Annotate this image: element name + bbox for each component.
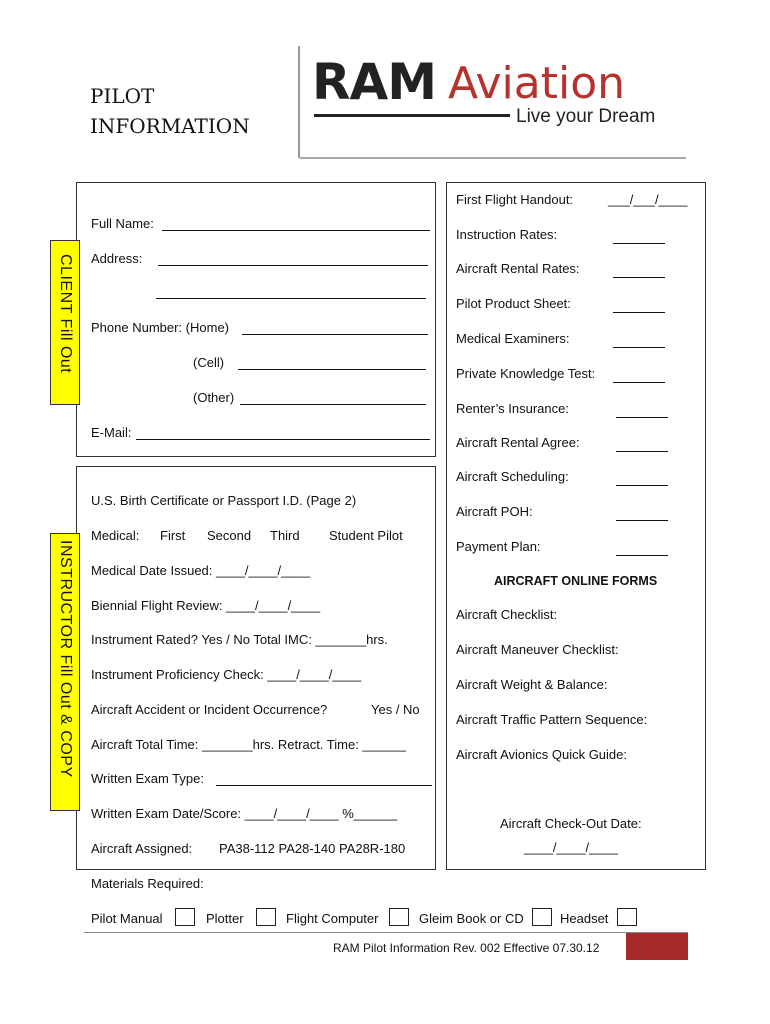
- address-field-2[interactable]: [156, 298, 426, 299]
- checklist-item-label: First Flight Handout:: [456, 192, 574, 207]
- checklist-item-field[interactable]: [616, 417, 668, 418]
- accident-label: Aircraft Accident or Incident Occurrence?: [91, 702, 328, 717]
- logo-ram-text: RAM: [312, 53, 436, 111]
- page-title-line2: INFORMATION: [90, 114, 250, 138]
- gleim-book-checkbox[interactable]: [532, 908, 552, 926]
- checklist-item-field[interactable]: [613, 312, 665, 313]
- online-form-item[interactable]: Aircraft Maneuver Checklist:: [456, 642, 619, 657]
- checklist-item-field[interactable]: [613, 347, 665, 348]
- checklist-item-field[interactable]: [613, 243, 665, 244]
- logo-tagline: Live your Dream: [516, 106, 656, 127]
- footer-text: RAM Pilot Information Rev. 002 Effective 07.30.12: [333, 941, 600, 955]
- plotter-checkbox[interactable]: [256, 908, 276, 926]
- company-logo: [312, 52, 682, 132]
- instructor-tab-label: INSTRUCTOR Fill Out & COPY: [57, 540, 74, 778]
- checklist-item-label: Payment Plan:: [456, 539, 541, 554]
- phone-cell-field[interactable]: [238, 369, 426, 370]
- material-flight-computer: Flight Computer: [286, 911, 379, 926]
- materials-label: Materials Required:: [91, 876, 204, 891]
- checklist-item-label: Aircraft POH:: [456, 504, 533, 519]
- logo-underline: [314, 114, 510, 117]
- page-title-line1: PILOT: [90, 84, 155, 108]
- address-field-1[interactable]: [158, 265, 428, 266]
- checkout-date-label: Aircraft Check-Out Date:: [500, 816, 642, 831]
- checklist-item-date-field[interactable]: ___/___/____: [608, 192, 688, 207]
- checklist-item-label: Instruction Rates:: [456, 227, 558, 242]
- checklist-item-label: Medical Examiners:: [456, 331, 570, 346]
- medical-student-option[interactable]: Student Pilot: [329, 528, 403, 543]
- checklist-item-label: Renter’s Insurance:: [456, 401, 569, 416]
- email-field[interactable]: [136, 439, 430, 440]
- client-tab-label: CLIENT Fill Out: [57, 254, 74, 374]
- instrument-proficiency-field[interactable]: Instrument Proficiency Check: ____/____/____: [91, 667, 362, 682]
- medical-date-field[interactable]: Medical Date Issued: ____/____/____: [91, 563, 310, 578]
- full-name-label: Full Name:: [91, 216, 154, 231]
- exam-type-field[interactable]: [216, 785, 432, 786]
- phone-other-label: (Other): [193, 390, 235, 405]
- aircraft-assigned-label: Aircraft Assigned:: [91, 841, 193, 856]
- online-form-item[interactable]: Aircraft Avionics Quick Guide:: [456, 747, 627, 762]
- flight-computer-checkbox[interactable]: [389, 908, 409, 926]
- aircraft-assigned-options[interactable]: PA38-112 PA28-140 PA28R-180: [219, 841, 406, 856]
- medical-label: Medical:: [91, 528, 140, 543]
- checklist-item-field[interactable]: [613, 277, 665, 278]
- phone-other-field[interactable]: [240, 404, 426, 405]
- right-column-box: [446, 182, 706, 870]
- checklist-item-field[interactable]: [616, 485, 668, 486]
- checklist-item-label: Aircraft Scheduling:: [456, 469, 569, 484]
- exam-date-field[interactable]: Written Exam Date/Score: ____/____/____ %______: [91, 806, 398, 821]
- phone-cell-label: (Cell): [193, 355, 225, 370]
- birth-cert-label: U.S. Birth Certificate or Passport I.D. (Page 2): [91, 493, 357, 508]
- footer-accent-block: [626, 933, 688, 960]
- email-label: E-Mail:: [91, 425, 132, 440]
- online-form-item[interactable]: Aircraft Traffic Pattern Sequence:: [456, 712, 648, 727]
- instrument-rated-field[interactable]: Instrument Rated? Yes / No Total IMC: _______hrs.: [91, 632, 388, 647]
- online-form-item[interactable]: Aircraft Weight & Balance:: [456, 677, 608, 692]
- checklist-item-label: Pilot Product Sheet:: [456, 296, 571, 311]
- biennial-field[interactable]: Biennial Flight Review: ____/____/____: [91, 598, 321, 613]
- header-horizontal-divider: [300, 157, 686, 159]
- material-headset: Headset: [560, 911, 609, 926]
- full-name-field[interactable]: [162, 230, 430, 231]
- header-vertical-divider: [298, 46, 300, 158]
- checklist-item-label: Aircraft Rental Rates:: [456, 261, 580, 276]
- material-plotter: Plotter: [206, 911, 244, 926]
- total-time-field[interactable]: Aircraft Total Time: _______hrs. Retract. Time: ______: [91, 737, 406, 752]
- checklist-item-field[interactable]: [613, 382, 665, 383]
- medical-third-option[interactable]: Third: [270, 528, 300, 543]
- accident-yes-no[interactable]: Yes / No: [371, 702, 420, 717]
- checkout-date-field[interactable]: ____/____/____: [524, 840, 618, 855]
- phone-home-label: Phone Number: (Home): [91, 320, 229, 335]
- material-gleim-book: Gleim Book or CD: [419, 911, 524, 926]
- logo-aviation-text: Aviation: [448, 58, 626, 109]
- online-form-item[interactable]: Aircraft Checklist:: [456, 607, 558, 622]
- medical-second-option[interactable]: Second: [207, 528, 252, 543]
- checklist-item-field[interactable]: [616, 520, 668, 521]
- phone-home-field[interactable]: [242, 334, 428, 335]
- checklist-item-label: Private Knowledge Test:: [456, 366, 596, 381]
- checklist-item-field[interactable]: [616, 451, 668, 452]
- checklist-item-label: Aircraft Rental Agree:: [456, 435, 580, 450]
- online-forms-heading: AIRCRAFT ONLINE FORMS: [494, 574, 658, 588]
- exam-type-label: Written Exam Type:: [91, 771, 204, 786]
- checklist-item-field[interactable]: [616, 555, 668, 556]
- material-pilot-manual: Pilot Manual: [91, 911, 163, 926]
- footer-divider: [84, 932, 688, 933]
- medical-first-option[interactable]: First: [160, 528, 186, 543]
- address-label: Address:: [91, 251, 143, 266]
- pilot-manual-checkbox[interactable]: [175, 908, 195, 926]
- headset-checkbox[interactable]: [617, 908, 637, 926]
